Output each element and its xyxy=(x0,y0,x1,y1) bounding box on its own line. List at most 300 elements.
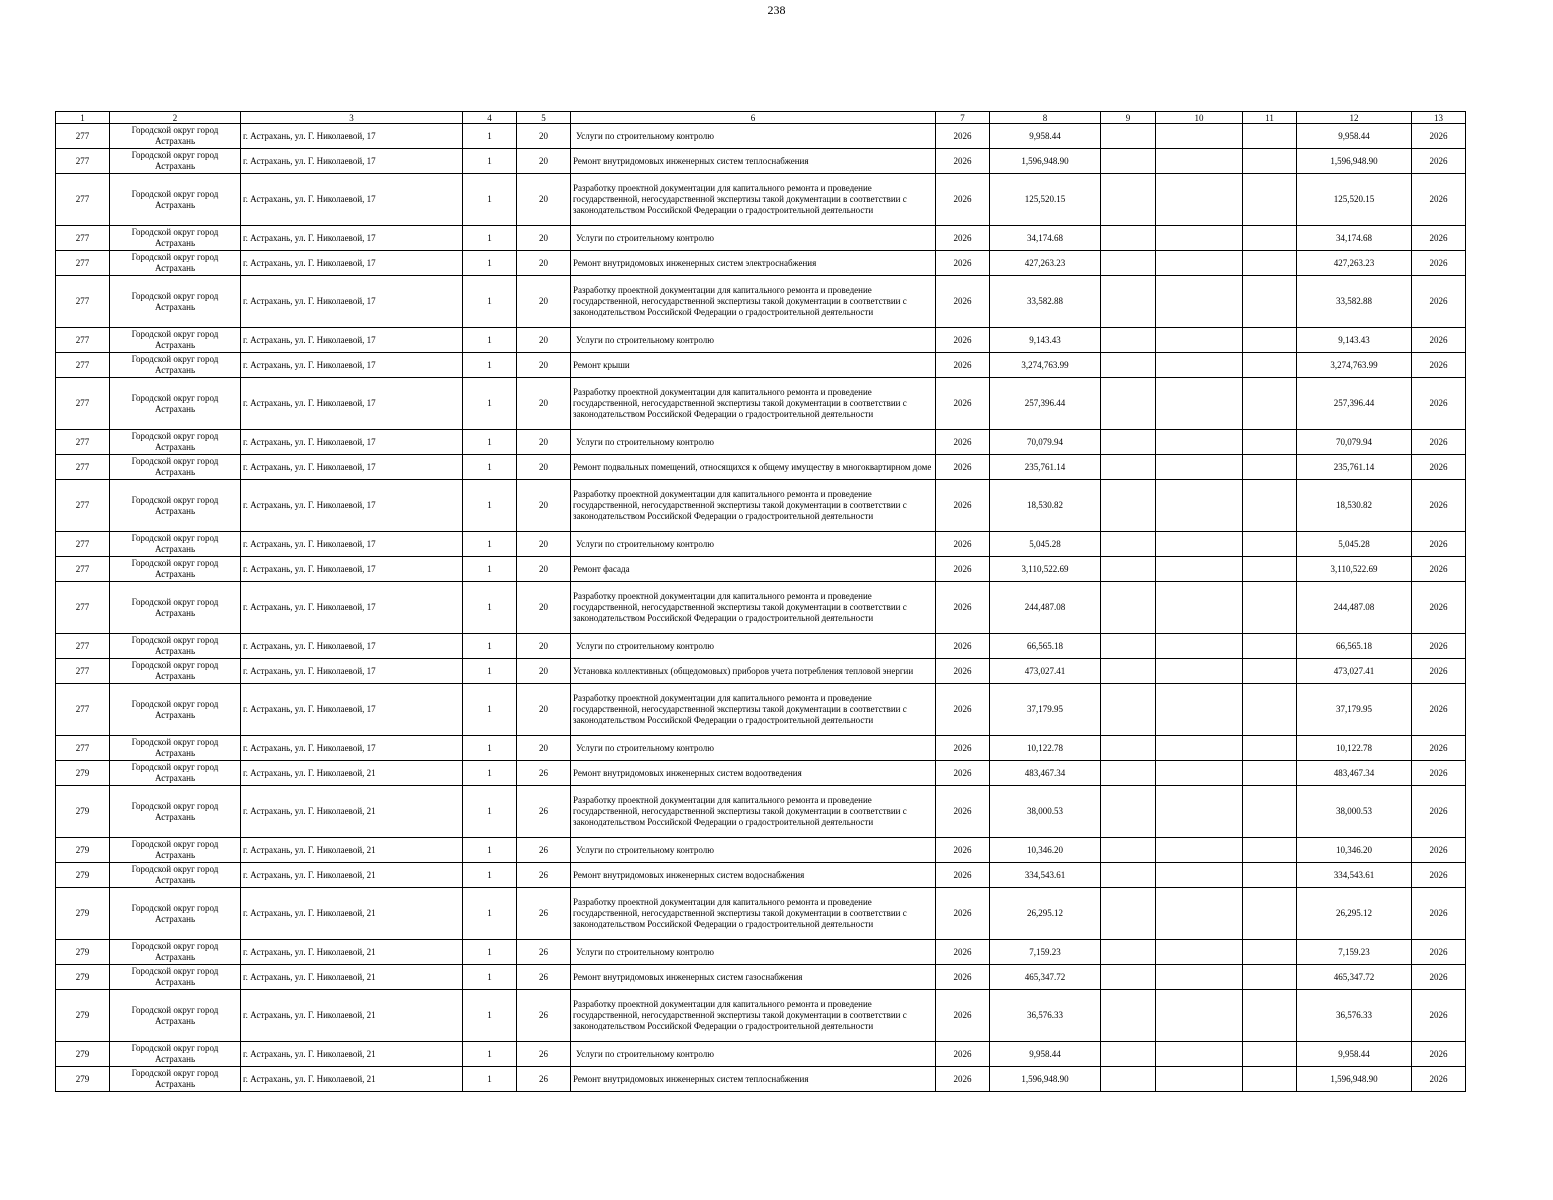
column-10-cell xyxy=(1156,1067,1243,1092)
column-13-cell: 2026 xyxy=(1412,1067,1466,1092)
column-11-cell xyxy=(1243,582,1297,634)
column-4-cell: 1 xyxy=(463,863,517,888)
work-type-cell: Ремонт внутридомовых инженерных систем теплоснабжения xyxy=(571,1067,936,1092)
address-cell: г. Астрахань, ул. Г. Николаевой, 17 xyxy=(241,353,463,378)
work-type-cell: Разработку проектной документации для капитального ремонта и проведение государственной, негосударственной экспертизы такой документации в соответствии с законодательством Российской Федерации о градостроительной деятельности xyxy=(571,378,936,430)
column-header: 13 xyxy=(1412,112,1466,124)
column-10-cell xyxy=(1156,353,1243,378)
year-cell: 2026 xyxy=(936,532,990,557)
year-cell: 2026 xyxy=(936,838,990,863)
column-13-cell: 2026 xyxy=(1412,480,1466,532)
column-11-cell xyxy=(1243,378,1297,430)
year-cell: 2026 xyxy=(936,328,990,353)
column-10-cell xyxy=(1156,990,1243,1042)
column-5-cell: 20 xyxy=(517,532,571,557)
column-5-cell: 20 xyxy=(517,353,571,378)
column-5-cell: 20 xyxy=(517,684,571,736)
table-row xyxy=(56,1042,1466,1067)
column-12-cell: 9,143.43 xyxy=(1297,328,1412,353)
work-type-cell: Разработку проектной документации для капитального ремонта и проведение государственной, негосударственной экспертизы такой документации в соответствии с законодательством Российской Федерации о градостроительной деятельности xyxy=(571,888,936,940)
column-4-cell: 1 xyxy=(463,328,517,353)
work-type-cell: Ремонт внутридомовых инженерных систем газоснабжения xyxy=(571,965,936,990)
column-13-cell: 2026 xyxy=(1412,1042,1466,1067)
column-9-cell xyxy=(1101,863,1156,888)
column-12-cell: 3,110,522.69 xyxy=(1297,557,1412,582)
column-11-cell xyxy=(1243,124,1297,149)
year-cell: 2026 xyxy=(936,480,990,532)
column-11-cell xyxy=(1243,557,1297,582)
column-9-cell xyxy=(1101,761,1156,786)
address-cell: г. Астрахань, ул. Г. Николаевой, 17 xyxy=(241,455,463,480)
municipality-cell: Городской округ город Астрахань xyxy=(110,634,241,659)
column-9-cell xyxy=(1101,124,1156,149)
row-number-cell: 277 xyxy=(56,226,110,251)
table-row xyxy=(56,736,1466,761)
year-cell: 2026 xyxy=(936,684,990,736)
column-11-cell xyxy=(1243,786,1297,838)
address-cell: г. Астрахань, ул. Г. Николаевой, 17 xyxy=(241,149,463,174)
column-11-cell xyxy=(1243,455,1297,480)
table-row xyxy=(56,863,1466,888)
column-12-cell: 1,596,948.90 xyxy=(1297,149,1412,174)
column-9-cell xyxy=(1101,226,1156,251)
column-11-cell xyxy=(1243,251,1297,276)
municipality-cell: Городской округ город Астрахань xyxy=(110,378,241,430)
column-12-cell: 1,596,948.90 xyxy=(1297,1067,1412,1092)
column-5-cell: 20 xyxy=(517,455,571,480)
column-11-cell xyxy=(1243,276,1297,328)
cost-cell: 70,079.94 xyxy=(990,430,1101,455)
column-11-cell xyxy=(1243,990,1297,1042)
column-12-cell: 38,000.53 xyxy=(1297,786,1412,838)
column-5-cell: 26 xyxy=(517,1042,571,1067)
column-4-cell: 1 xyxy=(463,532,517,557)
address-cell: г. Астрахань, ул. Г. Николаевой, 17 xyxy=(241,557,463,582)
column-11-cell xyxy=(1243,761,1297,786)
year-cell: 2026 xyxy=(936,251,990,276)
column-5-cell: 26 xyxy=(517,990,571,1042)
address-cell: г. Астрахань, ул. Г. Николаевой, 17 xyxy=(241,378,463,430)
column-10-cell xyxy=(1156,736,1243,761)
cost-cell: 33,582.88 xyxy=(990,276,1101,328)
column-header: 3 xyxy=(241,112,463,124)
column-10-cell xyxy=(1156,532,1243,557)
row-number-cell: 279 xyxy=(56,761,110,786)
address-cell: г. Астрахань, ул. Г. Николаевой, 17 xyxy=(241,532,463,557)
column-11-cell xyxy=(1243,480,1297,532)
column-9-cell xyxy=(1101,990,1156,1042)
year-cell: 2026 xyxy=(936,378,990,430)
table-row xyxy=(56,557,1466,582)
column-9-cell xyxy=(1101,888,1156,940)
column-4-cell: 1 xyxy=(463,430,517,455)
column-13-cell: 2026 xyxy=(1412,582,1466,634)
row-number-cell: 277 xyxy=(56,251,110,276)
address-cell: г. Астрахань, ул. Г. Николаевой, 21 xyxy=(241,761,463,786)
year-cell: 2026 xyxy=(936,124,990,149)
municipality-cell: Городской округ город Астрахань xyxy=(110,761,241,786)
column-11-cell xyxy=(1243,328,1297,353)
column-5-cell: 20 xyxy=(517,174,571,226)
table-row xyxy=(56,990,1466,1042)
column-13-cell: 2026 xyxy=(1412,684,1466,736)
column-10-cell xyxy=(1156,557,1243,582)
row-number-cell: 279 xyxy=(56,1067,110,1092)
table-row xyxy=(56,276,1466,328)
column-9-cell xyxy=(1101,1042,1156,1067)
column-13-cell: 2026 xyxy=(1412,124,1466,149)
column-5-cell: 20 xyxy=(517,430,571,455)
column-11-cell xyxy=(1243,1042,1297,1067)
column-13-cell: 2026 xyxy=(1412,761,1466,786)
column-11-cell xyxy=(1243,684,1297,736)
row-number-cell: 279 xyxy=(56,965,110,990)
column-11-cell xyxy=(1243,888,1297,940)
column-10-cell xyxy=(1156,965,1243,990)
work-type-cell: Услуги по строительному контролю xyxy=(571,124,936,149)
column-10-cell xyxy=(1156,455,1243,480)
column-10-cell xyxy=(1156,174,1243,226)
column-9-cell xyxy=(1101,786,1156,838)
column-9-cell xyxy=(1101,455,1156,480)
column-5-cell: 20 xyxy=(517,149,571,174)
column-10-cell xyxy=(1156,786,1243,838)
column-12-cell: 244,487.08 xyxy=(1297,582,1412,634)
address-cell: г. Астрахань, ул. Г. Николаевой, 21 xyxy=(241,838,463,863)
column-13-cell: 2026 xyxy=(1412,965,1466,990)
column-header: 11 xyxy=(1243,112,1297,124)
row-number-cell: 277 xyxy=(56,557,110,582)
column-4-cell: 1 xyxy=(463,480,517,532)
column-12-cell: 125,520.15 xyxy=(1297,174,1412,226)
column-4-cell: 1 xyxy=(463,1042,517,1067)
column-12-cell: 10,346.20 xyxy=(1297,838,1412,863)
column-13-cell: 2026 xyxy=(1412,863,1466,888)
row-number-cell: 277 xyxy=(56,430,110,455)
column-12-cell: 9,958.44 xyxy=(1297,1042,1412,1067)
column-4-cell: 1 xyxy=(463,684,517,736)
column-11-cell xyxy=(1243,353,1297,378)
column-4-cell: 1 xyxy=(463,1067,517,1092)
column-4-cell: 1 xyxy=(463,582,517,634)
address-cell: г. Астрахань, ул. Г. Николаевой, 17 xyxy=(241,226,463,251)
year-cell: 2026 xyxy=(936,276,990,328)
work-type-cell: Ремонт внутридомовых инженерных систем водоотведения xyxy=(571,761,936,786)
work-type-cell: Разработку проектной документации для капитального ремонта и проведение государственной, негосударственной экспертизы такой документации в соответствии с законодательством Российской Федерации о градостроительной деятельности xyxy=(571,990,936,1042)
cost-cell: 10,346.20 xyxy=(990,838,1101,863)
column-9-cell xyxy=(1101,634,1156,659)
table-row xyxy=(56,124,1466,149)
row-number-cell: 277 xyxy=(56,378,110,430)
column-4-cell: 1 xyxy=(463,353,517,378)
column-5-cell: 26 xyxy=(517,965,571,990)
column-11-cell xyxy=(1243,736,1297,761)
work-type-cell: Разработку проектной документации для капитального ремонта и проведение государственной, негосударственной экспертизы такой документации в соответствии с законодательством Российской Федерации о градостроительной деятельности xyxy=(571,174,936,226)
municipality-cell: Городской округ город Астрахань xyxy=(110,328,241,353)
table-row xyxy=(56,353,1466,378)
table-row xyxy=(56,659,1466,684)
row-number-cell: 277 xyxy=(56,174,110,226)
column-10-cell xyxy=(1156,888,1243,940)
column-13-cell: 2026 xyxy=(1412,455,1466,480)
column-11-cell xyxy=(1243,430,1297,455)
column-13-cell: 2026 xyxy=(1412,226,1466,251)
column-10-cell xyxy=(1156,378,1243,430)
column-9-cell xyxy=(1101,251,1156,276)
column-13-cell: 2026 xyxy=(1412,174,1466,226)
cost-cell: 66,565.18 xyxy=(990,634,1101,659)
row-number-cell: 277 xyxy=(56,736,110,761)
year-cell: 2026 xyxy=(936,149,990,174)
row-number-cell: 279 xyxy=(56,863,110,888)
column-13-cell: 2026 xyxy=(1412,557,1466,582)
column-header: 8 xyxy=(990,112,1101,124)
address-cell: г. Астрахань, ул. Г. Николаевой, 17 xyxy=(241,251,463,276)
municipality-cell: Городской округ город Астрахань xyxy=(110,251,241,276)
column-12-cell: 70,079.94 xyxy=(1297,430,1412,455)
column-5-cell: 20 xyxy=(517,276,571,328)
address-cell: г. Астрахань, ул. Г. Николаевой, 17 xyxy=(241,174,463,226)
column-11-cell xyxy=(1243,174,1297,226)
column-5-cell: 20 xyxy=(517,659,571,684)
row-number-cell: 277 xyxy=(56,582,110,634)
table-row xyxy=(56,455,1466,480)
cost-cell: 473,027.41 xyxy=(990,659,1101,684)
work-type-cell: Услуги по строительному контролю xyxy=(571,1042,936,1067)
column-header: 12 xyxy=(1297,112,1412,124)
column-9-cell xyxy=(1101,353,1156,378)
column-4-cell: 1 xyxy=(463,990,517,1042)
year-cell: 2026 xyxy=(936,940,990,965)
column-9-cell xyxy=(1101,174,1156,226)
column-9-cell xyxy=(1101,378,1156,430)
column-9-cell xyxy=(1101,582,1156,634)
municipality-cell: Городской округ город Астрахань xyxy=(110,1042,241,1067)
column-10-cell xyxy=(1156,226,1243,251)
year-cell: 2026 xyxy=(936,557,990,582)
column-9-cell xyxy=(1101,838,1156,863)
cost-cell: 1,596,948.90 xyxy=(990,149,1101,174)
column-10-cell xyxy=(1156,430,1243,455)
work-type-cell: Ремонт внутридомовых инженерных систем электроснабжения xyxy=(571,251,936,276)
cost-cell: 38,000.53 xyxy=(990,786,1101,838)
column-10-cell xyxy=(1156,863,1243,888)
column-9-cell xyxy=(1101,684,1156,736)
table-row xyxy=(56,226,1466,251)
column-4-cell: 1 xyxy=(463,174,517,226)
column-10-cell xyxy=(1156,634,1243,659)
column-10-cell xyxy=(1156,659,1243,684)
municipality-cell: Городской округ город Астрахань xyxy=(110,786,241,838)
column-13-cell: 2026 xyxy=(1412,430,1466,455)
column-10-cell xyxy=(1156,838,1243,863)
column-5-cell: 26 xyxy=(517,761,571,786)
table-row xyxy=(56,532,1466,557)
column-13-cell: 2026 xyxy=(1412,251,1466,276)
column-5-cell: 26 xyxy=(517,838,571,863)
row-number-cell: 277 xyxy=(56,455,110,480)
year-cell: 2026 xyxy=(936,965,990,990)
column-13-cell: 2026 xyxy=(1412,634,1466,659)
column-9-cell xyxy=(1101,430,1156,455)
column-10-cell xyxy=(1156,761,1243,786)
column-11-cell xyxy=(1243,226,1297,251)
column-9-cell xyxy=(1101,940,1156,965)
work-type-cell: Услуги по строительному контролю xyxy=(571,838,936,863)
table-row xyxy=(56,1067,1466,1092)
address-cell: г. Астрахань, ул. Г. Николаевой, 17 xyxy=(241,276,463,328)
column-9-cell xyxy=(1101,965,1156,990)
work-type-cell: Разработку проектной документации для капитального ремонта и проведение государственной, негосударственной экспертизы такой документации в соответствии с законодательством Российской Федерации о градостроительной деятельности xyxy=(571,582,936,634)
column-11-cell xyxy=(1243,940,1297,965)
column-header: 1 xyxy=(56,112,110,124)
cost-cell: 34,174.68 xyxy=(990,226,1101,251)
cost-cell: 244,487.08 xyxy=(990,582,1101,634)
municipality-cell: Городской округ город Астрахань xyxy=(110,557,241,582)
column-5-cell: 26 xyxy=(517,940,571,965)
address-cell: г. Астрахань, ул. Г. Николаевой, 17 xyxy=(241,659,463,684)
column-12-cell: 235,761.14 xyxy=(1297,455,1412,480)
municipality-cell: Городской округ город Астрахань xyxy=(110,863,241,888)
work-type-cell: Услуги по строительному контролю xyxy=(571,736,936,761)
work-type-cell: Установка коллективных (общедомовых) приборов учета потребления тепловой энергии xyxy=(571,659,936,684)
column-10-cell xyxy=(1156,276,1243,328)
year-cell: 2026 xyxy=(936,1067,990,1092)
municipality-cell: Городской округ город Астрахань xyxy=(110,174,241,226)
column-10-cell xyxy=(1156,582,1243,634)
municipality-cell: Городской округ город Астрахань xyxy=(110,276,241,328)
column-12-cell: 18,530.82 xyxy=(1297,480,1412,532)
column-header: 10 xyxy=(1156,112,1243,124)
cost-cell: 1,596,948.90 xyxy=(990,1067,1101,1092)
table-row xyxy=(56,634,1466,659)
column-13-cell: 2026 xyxy=(1412,990,1466,1042)
table-row xyxy=(56,786,1466,838)
column-4-cell: 1 xyxy=(463,378,517,430)
column-12-cell: 427,263.23 xyxy=(1297,251,1412,276)
work-type-cell: Ремонт крыши xyxy=(571,353,936,378)
column-11-cell xyxy=(1243,532,1297,557)
column-4-cell: 1 xyxy=(463,736,517,761)
address-cell: г. Астрахань, ул. Г. Николаевой, 17 xyxy=(241,582,463,634)
year-cell: 2026 xyxy=(936,634,990,659)
year-cell: 2026 xyxy=(936,430,990,455)
table-row xyxy=(56,251,1466,276)
column-10-cell xyxy=(1156,684,1243,736)
address-cell: г. Астрахань, ул. Г. Николаевой, 21 xyxy=(241,1067,463,1092)
column-10-cell xyxy=(1156,1042,1243,1067)
column-12-cell: 66,565.18 xyxy=(1297,634,1412,659)
table-row xyxy=(56,480,1466,532)
row-number-cell: 277 xyxy=(56,353,110,378)
year-cell: 2026 xyxy=(936,736,990,761)
row-number-cell: 277 xyxy=(56,532,110,557)
column-12-cell: 465,347.72 xyxy=(1297,965,1412,990)
address-cell: г. Астрахань, ул. Г. Николаевой, 17 xyxy=(241,634,463,659)
column-4-cell: 1 xyxy=(463,888,517,940)
column-13-cell: 2026 xyxy=(1412,659,1466,684)
table-row xyxy=(56,888,1466,940)
column-5-cell: 20 xyxy=(517,124,571,149)
column-5-cell: 20 xyxy=(517,251,571,276)
column-4-cell: 1 xyxy=(463,226,517,251)
column-number-row xyxy=(56,112,1466,124)
column-header: 6 xyxy=(571,112,936,124)
column-13-cell: 2026 xyxy=(1412,276,1466,328)
column-12-cell: 10,122.78 xyxy=(1297,736,1412,761)
table-row xyxy=(56,684,1466,736)
column-9-cell xyxy=(1101,532,1156,557)
cost-cell: 483,467.34 xyxy=(990,761,1101,786)
work-type-cell: Услуги по строительному контролю xyxy=(571,940,936,965)
cost-cell: 10,122.78 xyxy=(990,736,1101,761)
year-cell: 2026 xyxy=(936,582,990,634)
column-5-cell: 26 xyxy=(517,863,571,888)
municipality-cell: Городской округ город Астрахань xyxy=(110,838,241,863)
column-13-cell: 2026 xyxy=(1412,888,1466,940)
year-cell: 2026 xyxy=(936,863,990,888)
table-body xyxy=(56,124,1466,1092)
year-cell: 2026 xyxy=(936,761,990,786)
column-13-cell: 2026 xyxy=(1412,786,1466,838)
address-cell: г. Астрахань, ул. Г. Николаевой, 17 xyxy=(241,480,463,532)
column-13-cell: 2026 xyxy=(1412,353,1466,378)
column-13-cell: 2026 xyxy=(1412,736,1466,761)
work-type-cell: Ремонт внутридомовых инженерных систем водоснабжения xyxy=(571,863,936,888)
municipality-cell: Городской округ город Астрахань xyxy=(110,124,241,149)
table-row xyxy=(56,174,1466,226)
column-5-cell: 20 xyxy=(517,634,571,659)
row-number-cell: 277 xyxy=(56,480,110,532)
column-5-cell: 20 xyxy=(517,226,571,251)
cost-cell: 257,396.44 xyxy=(990,378,1101,430)
table-row xyxy=(56,965,1466,990)
row-number-cell: 279 xyxy=(56,990,110,1042)
address-cell: г. Астрахань, ул. Г. Николаевой, 17 xyxy=(241,736,463,761)
year-cell: 2026 xyxy=(936,786,990,838)
column-5-cell: 26 xyxy=(517,888,571,940)
cost-cell: 3,110,522.69 xyxy=(990,557,1101,582)
cost-cell: 235,761.14 xyxy=(990,455,1101,480)
column-9-cell xyxy=(1101,480,1156,532)
cost-cell: 9,958.44 xyxy=(990,124,1101,149)
year-cell: 2026 xyxy=(936,226,990,251)
work-type-cell: Ремонт подвальных помещений, относящихся к общему имуществу в многоквартирном доме xyxy=(571,455,936,480)
cost-cell: 18,530.82 xyxy=(990,480,1101,532)
address-cell: г. Астрахань, ул. Г. Николаевой, 21 xyxy=(241,1042,463,1067)
column-12-cell: 334,543.61 xyxy=(1297,863,1412,888)
column-11-cell xyxy=(1243,965,1297,990)
work-type-cell: Разработку проектной документации для капитального ремонта и проведение государственной, негосударственной экспертизы такой документации в соответствии с законодательством Российской Федерации о градостроительной деятельности xyxy=(571,684,936,736)
column-header: 5 xyxy=(517,112,571,124)
row-number-cell: 277 xyxy=(56,124,110,149)
column-4-cell: 1 xyxy=(463,455,517,480)
year-cell: 2026 xyxy=(936,990,990,1042)
page-number: 238 xyxy=(767,3,786,17)
column-12-cell: 26,295.12 xyxy=(1297,888,1412,940)
cost-cell: 5,045.28 xyxy=(990,532,1101,557)
column-4-cell: 1 xyxy=(463,276,517,328)
column-9-cell xyxy=(1101,557,1156,582)
column-5-cell: 20 xyxy=(517,582,571,634)
row-number-cell: 279 xyxy=(56,1042,110,1067)
column-5-cell: 20 xyxy=(517,480,571,532)
column-9-cell xyxy=(1101,149,1156,174)
municipality-cell: Городской округ город Астрахань xyxy=(110,940,241,965)
column-12-cell: 9,958.44 xyxy=(1297,124,1412,149)
column-12-cell: 37,179.95 xyxy=(1297,684,1412,736)
column-12-cell: 5,045.28 xyxy=(1297,532,1412,557)
